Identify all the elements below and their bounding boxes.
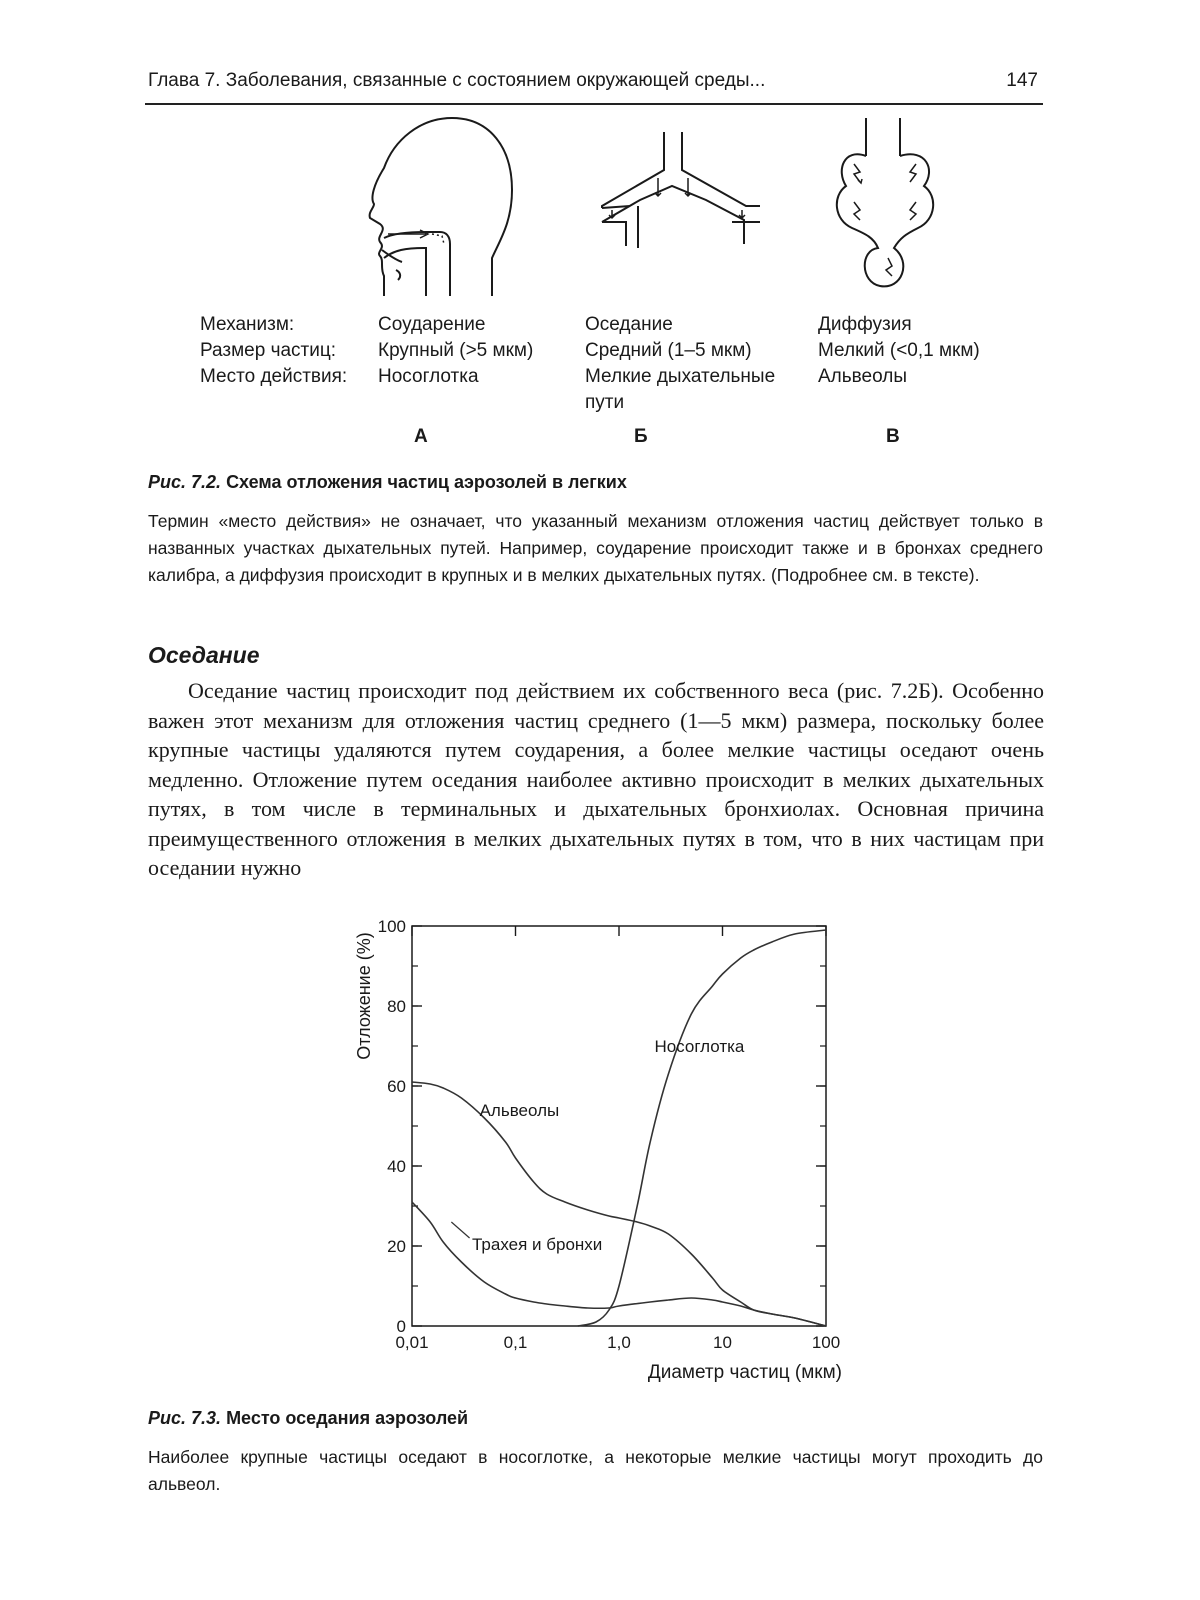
y-tick-label: 40 bbox=[387, 1157, 406, 1176]
x-tick-label: 0,1 bbox=[503, 1333, 528, 1352]
row-label-site: Место действия: bbox=[200, 366, 348, 387]
figure-72-note: Термин «место действия» не означает, что указанный механизм отложения частиц действует только в названных участках дыхательных путей. Например, соударение происходит также и в бронхах среднего калибра, а диффузия происходит в крупных и в мелких дыхательных путях. (Подробнее см. в тексте). bbox=[148, 511, 1043, 585]
airway-bifurcation-illustration bbox=[602, 132, 760, 248]
row-label-mechanism: Механизм: bbox=[200, 314, 295, 335]
panel-letter-c: В bbox=[886, 426, 900, 447]
chapter-title: Глава 7. Заболевания, связанные с состоянием окружающей среды... bbox=[148, 70, 766, 91]
y-tick-label: 60 bbox=[387, 1077, 406, 1096]
figure-73-caption bbox=[148, 1408, 468, 1429]
x-tick-label: 10 bbox=[713, 1333, 732, 1352]
plot-frame bbox=[412, 926, 826, 1326]
y-tick-label: 80 bbox=[387, 997, 406, 1016]
series-label-alveoli: Альвеолы bbox=[479, 1101, 560, 1120]
figure-72-drawings bbox=[340, 110, 960, 310]
figure-72-column-c bbox=[818, 312, 980, 390]
y-tick-label: 20 bbox=[387, 1237, 406, 1256]
running-header bbox=[148, 70, 1038, 92]
panel-letter-a: А bbox=[414, 426, 428, 447]
section-paragraph: Оседание частиц происходит под действием их собственного веса (рис. 7.2Б). Особенно важен этот механизм для отложения частиц среднего (1—5 мкм) размера, поскольку более крупные частицы удаляются путем соударения, а более мелкие частицы оседают очень медленно. Отложение путем оседания наиболее активно происходит в мелких дыхательных путях, в том числе в терминальных и дыхательных бронхиолах. Основная причина преимущественного отложения в мелких дыхательных путях в том, что в них частицам при оседании нужно bbox=[148, 678, 1044, 880]
y-tick-label: 0 bbox=[396, 1317, 406, 1336]
y-tick-label: 100 bbox=[377, 917, 406, 936]
head-profile-illustration bbox=[370, 118, 512, 296]
series-line-alveoli bbox=[412, 1082, 826, 1326]
section-title: Оседание bbox=[148, 642, 260, 668]
size-a: Крупный (>5 мкм) bbox=[378, 340, 534, 361]
mechanism-b: Оседание bbox=[585, 314, 673, 335]
page-number: 147 bbox=[1006, 70, 1038, 91]
figure-72-column-a bbox=[378, 312, 533, 390]
size-b: Средний (1–5 мкм) bbox=[585, 340, 752, 361]
series-label-trachea-bronchi: Трахея и бронхи bbox=[472, 1235, 603, 1254]
x-tick-label: 1,0 bbox=[607, 1333, 631, 1352]
row-label-size: Размер частиц: bbox=[200, 340, 337, 361]
figure-72-caption bbox=[148, 472, 627, 493]
mechanism-a: Соударение bbox=[378, 314, 486, 335]
x-tick-label: 100 bbox=[811, 1333, 841, 1352]
alveoli-illustration bbox=[837, 118, 933, 286]
x-axis-label: Диаметр частиц (мкм) bbox=[647, 1362, 842, 1383]
series-line-trachea-bronchi bbox=[412, 1202, 826, 1326]
figure-73-caption-title: Место оседания аэрозолей bbox=[226, 1408, 469, 1428]
site-b: Мелкие дыхательные пути bbox=[585, 366, 776, 413]
header-rule bbox=[145, 103, 1043, 105]
panel-letter-b: Б bbox=[634, 426, 648, 447]
x-tick-label: 0,01 bbox=[395, 1333, 429, 1352]
figure-72-caption-label: Рис. 7.2. bbox=[148, 472, 222, 492]
deposition-chart bbox=[330, 900, 870, 1400]
figure-73-note: Наиболее крупные частицы оседают в носоглотке, а некоторые мелкие частицы могут проходить до альвеол. bbox=[148, 1447, 1043, 1494]
figure-72-caption-title: Схема отложения частиц аэрозолей в легких bbox=[226, 472, 627, 492]
figure-72-column-b bbox=[585, 312, 800, 416]
y-axis-label: Отложение (%) bbox=[354, 932, 374, 1060]
site-a: Носоглотка bbox=[378, 366, 479, 387]
figure-73-caption-label: Рис. 7.3. bbox=[148, 1408, 222, 1428]
figure-72-row-labels bbox=[200, 312, 347, 390]
mechanism-c: Диффузия bbox=[818, 314, 912, 335]
series-label-nasopharynx: Носоглотка bbox=[654, 1037, 745, 1056]
size-c: Мелкий (<0,1 мкм) bbox=[818, 340, 980, 361]
label-leader-line bbox=[451, 1222, 469, 1238]
site-c: Альвеолы bbox=[818, 366, 907, 387]
